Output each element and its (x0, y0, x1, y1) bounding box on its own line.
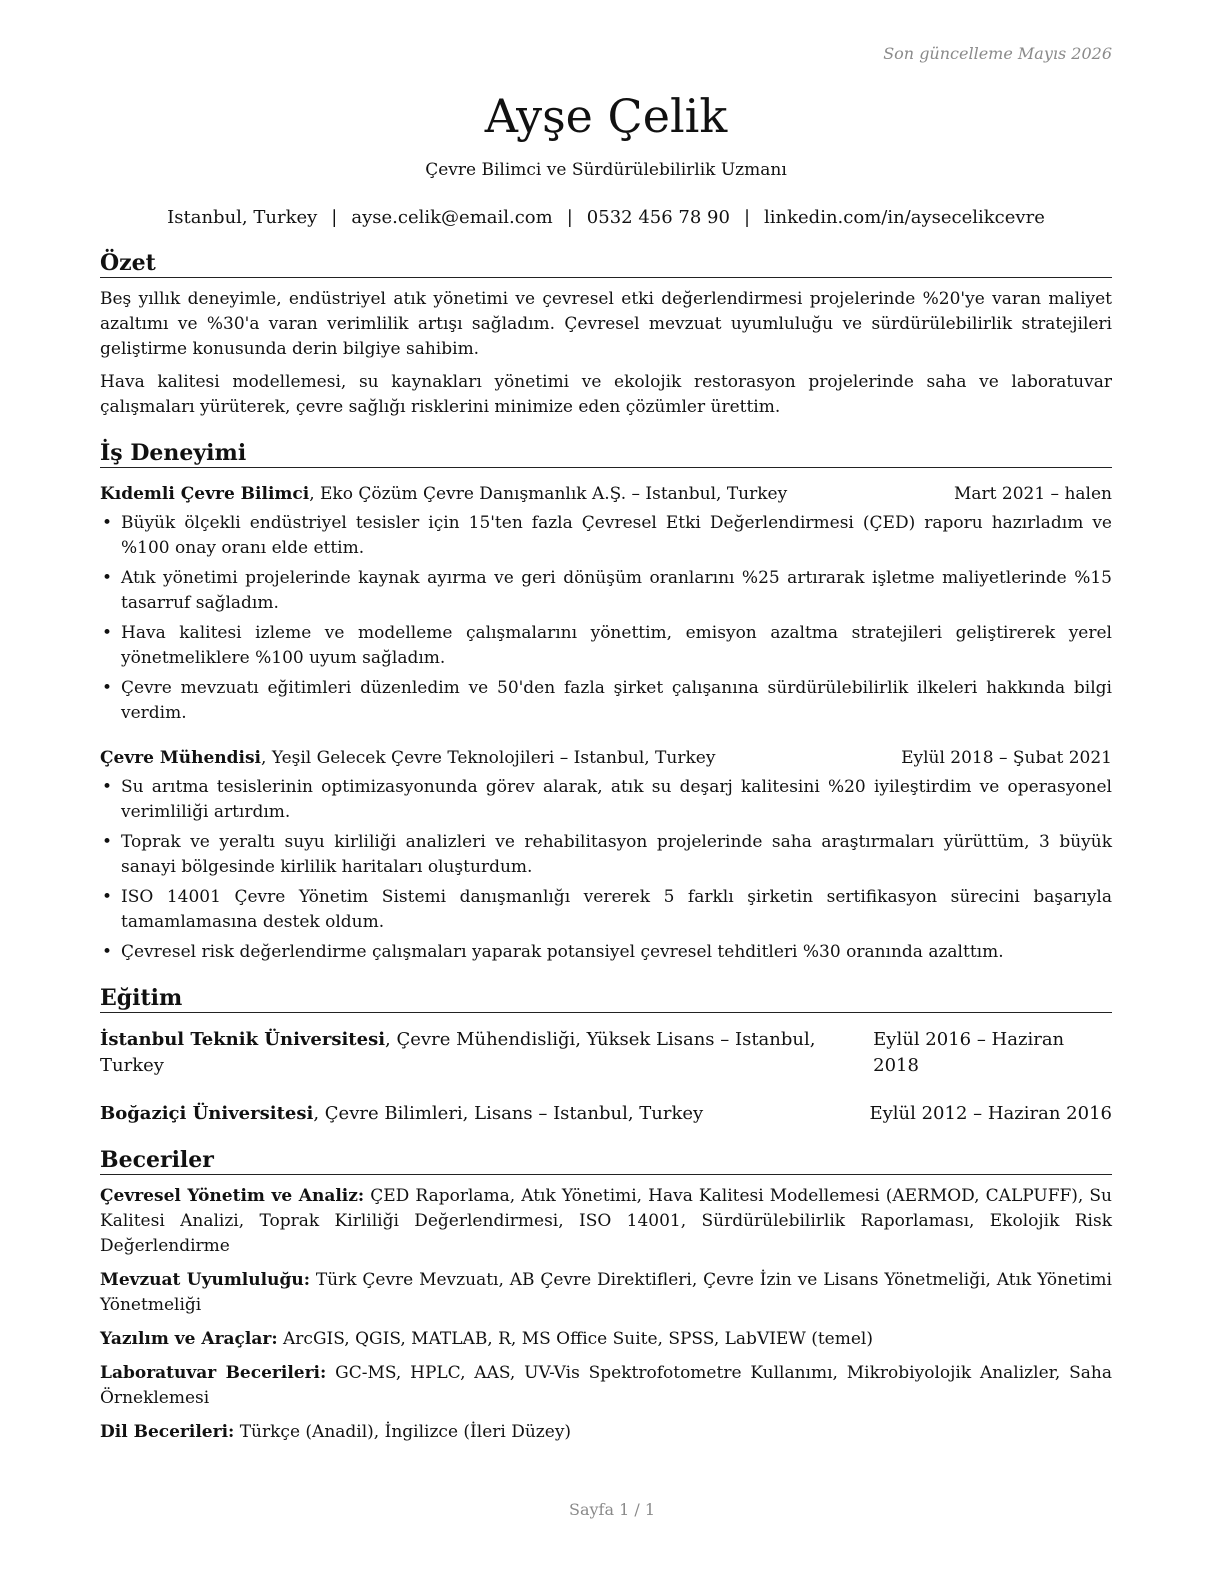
job-org: , Eko Çözüm Çevre Danışmanlık A.Ş. – Istanbul, Turkey (309, 484, 788, 504)
contact-separator: | (743, 207, 751, 228)
skill-label: Yazılım ve Araçlar: (100, 1329, 278, 1349)
job-entry (100, 746, 1112, 965)
skill-item (100, 1268, 1112, 1318)
job-bullet: • Çevresel risk değerlendirme çalışmaları yaparak potansiyel çevresel tehditleri %30 oranında azalttım. (100, 940, 1112, 965)
job-bullet: • Su arıtma tesislerinin optimizasyonunda görev alarak, atık su deşarj kalitesini %20 iyileştirdim ve operasyonel verimliliği artırdım. (100, 775, 1112, 825)
job-bullet: • Büyük ölçekli endüstriyel tesisler için 15'ten fazla Çevresel Etki Değerlendirmesi (ÇED) raporu hazırladım ve %100 onay oranı elde ettim. (100, 511, 1112, 561)
skill-item (100, 1420, 1112, 1445)
contact-location: Istanbul, Turkey (167, 207, 318, 228)
skill-label: Çevresel Yönetim ve Analiz: (100, 1186, 365, 1206)
job-bullet: • ISO 14001 Çevre Yönetim Sistemi danışmanlığı vererek 5 farklı şirketin sertifikasyon sürecini başarıyla tamamlamasına destek oldum. (100, 885, 1112, 935)
job-bullet: • Toprak ve yeraltı suyu kirliliği analizleri ve rehabilitasyon projelerinde saha araştırmaları yürüttüm, 3 büyük sanayi bölgesinde kirlilik haritaları oluşturdum. (100, 830, 1112, 880)
contact-line (100, 206, 1112, 230)
job-entry (100, 482, 1112, 726)
skill-item (100, 1184, 1112, 1259)
contact-separator: | (331, 207, 338, 228)
job-dates: Mart 2021 – halen (953, 484, 1112, 504)
education-dates: Eylül 2012 – Haziran 2016 (869, 1103, 1112, 1124)
job-bullets (100, 511, 1112, 726)
summary-paragraph: Beş yıllık deneyimle, endüstriyel atık yönetimi ve çevresel etki değerlendirmesi projelerinde %20'ye varan maliyet azaltımı ve %30'a varan verimlilik artışı sağladım. Çevresel mevzuat uyumluluğu ve sürdürülebilirlik stratejileri geliştirme konusunda derin bilgiye sahibim. (100, 289, 1112, 359)
skill-label: Laboratuvar Becerileri: (100, 1363, 327, 1383)
summary-paragraph: Hava kalitesi modellemesi, su kaynakları yönetimi ve ekolojik restorasyon projelerinde saha ve laboratuvar çalışmaları yürüterek, çevre sağlığı risklerini minimize eden çözümler ürettim. (100, 372, 1112, 417)
skill-item (100, 1327, 1112, 1352)
contact-linkedin[interactable]: linkedin.com/in/aysecelikcevre (764, 207, 1045, 228)
skill-text: ArcGIS, QGIS, MATLAB, R, MS Office Suite, SPSS, LabVIEW (temel) (277, 1329, 873, 1349)
education-detail: , Çevre Mühendisliği, Yüksek Lisans – Istanbul, Turkey (100, 1029, 816, 1076)
skill-text: ÇED Raporlama, Atık Yönetimi, Hava Kalitesi Modellemesi (AERMOD, CALPUFF), Su Kalitesi Analizi, Toprak Kirliliği Değerlendirmesi, ISO 14001, Sürdürülebilirlik Raporlaması, Ekolojik Risk Değerlendirme (100, 1186, 1112, 1256)
job-bullet: • Hava kalitesi izleme ve modelleme çalışmalarını yönettim, emisyon azaltma stratejileri geliştirerek yerel yönetmeliklere %100 uyum sağladım. (100, 621, 1112, 671)
education-dates: Eylül 2016 – Haziran 2018 (873, 1029, 1065, 1076)
page-number: Sayfa 1 / 1 (568, 1500, 655, 1519)
job-header (100, 482, 1112, 507)
skills-heading: Beceriler (100, 1147, 1112, 1175)
candidate-name: Ayşe Çelik (484, 89, 728, 143)
education-entry (100, 1027, 1112, 1079)
job-org: , Yeşil Gelecek Çevre Teknolojileri – Istanbul, Turkey (261, 748, 716, 768)
job-header (100, 746, 1112, 771)
skill-label: Dil Becerileri: (100, 1422, 235, 1442)
education-school: İstanbul Teknik Üniversitesi (100, 1029, 386, 1050)
skill-text: Türk Çevre Mevzuatı, AB Çevre Direktifleri, Çevre İzin ve Lisans Yönetmeliği, Atık Yönetimi Yönetmeliği (100, 1270, 1112, 1315)
education-detail: , Çevre Bilimleri, Lisans – Istanbul, Turkey (313, 1103, 704, 1124)
summary-heading: Özet (100, 250, 1112, 278)
job-role: Kıdemli Çevre Bilimci (100, 484, 310, 504)
skill-text: Türkçe (Anadil), İngilizce (İleri Düzey) (234, 1422, 572, 1442)
job-bullet: • Atık yönetimi projelerinde kaynak ayırma ve geri dönüşüm oranlarını %25 artırarak işletme maliyetlerinde %15 tasarruf sağladım. (100, 566, 1112, 616)
experience-heading: İş Deneyimi (100, 440, 1112, 468)
last-updated: Son güncelleme Mayıs 2026 (883, 44, 1112, 63)
contact-phone[interactable]: 0532 456 78 90 (586, 207, 730, 228)
contact-email[interactable]: ayse.celik@email.com (351, 207, 553, 228)
job-title-line (100, 746, 715, 771)
job-title-line (100, 482, 787, 507)
job-bullet: • Çevre mevzuatı eğitimleri düzenledim ve 50'den fazla şirket çalışanına sürdürülebilirlik ilkeleri hakkında bilgi verdim. (100, 676, 1112, 726)
candidate-title: Çevre Bilimci ve Sürdürülebilirlik Uzmanı (425, 160, 787, 180)
contact-separator: | (566, 207, 573, 228)
skill-item (100, 1361, 1112, 1411)
job-bullets (100, 775, 1112, 965)
skill-label: Mevzuat Uyumluluğu: (100, 1270, 310, 1290)
job-role: Çevre Mühendisi (100, 748, 262, 768)
education-entry (100, 1101, 1112, 1127)
education-heading: Eğitim (100, 985, 1112, 1013)
skill-text: GC-MS, HPLC, AAS, UV-Vis Spektrofotometre Kullanımı, Mikrobiyolojik Analizler, Saha Örneklemesi (100, 1363, 1112, 1408)
education-line (100, 1027, 873, 1079)
job-dates: Eylül 2018 – Şubat 2021 (901, 748, 1112, 768)
education-line (100, 1101, 703, 1127)
education-school: Boğaziçi Üniversitesi (100, 1103, 314, 1124)
